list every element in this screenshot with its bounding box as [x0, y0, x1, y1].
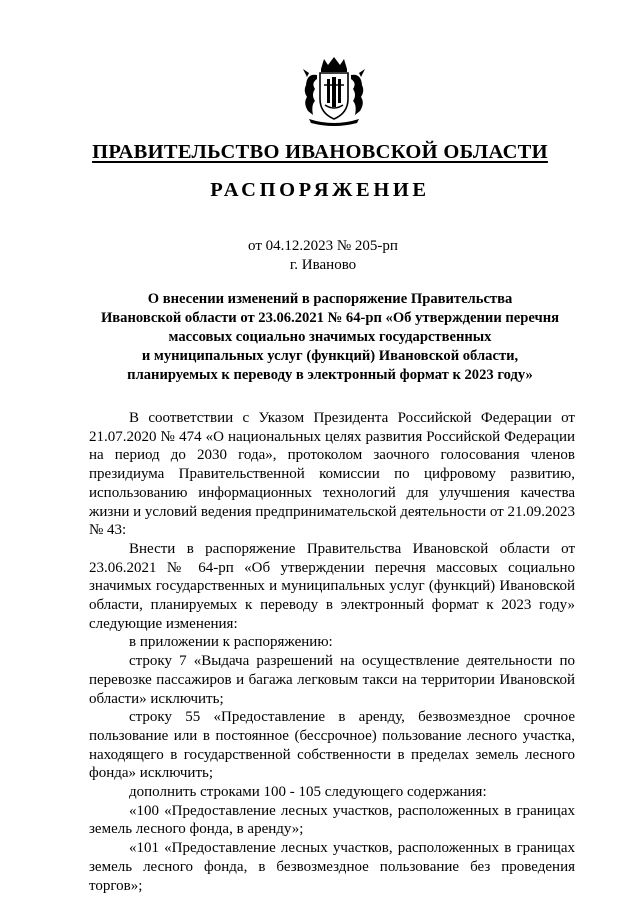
document-body	[89, 409, 575, 895]
document-date-number: от 04.12.2023 № 205-рп	[248, 238, 398, 254]
paragraph-amend: Внести в распоряжение Правительства Ивановской области от 23.06.2021 № 64-рп «Об утверждении перечня массовых социально значимых государственных и муниципальных услуг (функций) Ивановской области, планируемых к переводу в электронный формат к 2023 году» следующие изменения:	[89, 540, 575, 632]
heading-line: О внесении изменений в распоряжение Правительства	[147, 291, 513, 307]
paragraph-row-101: «101 «Предоставление лесных участков, расположенных в границах земель лесного фонда, в безвозмездное пользование без проведения торгов»;	[89, 840, 575, 894]
document-type: РАСПОРЯЖЕНИЕ	[210, 179, 430, 201]
paragraph-row-55: строку 55 «Предоставление в аренду, безвозмездное срочное пользование или в постоянное (бессрочное) пользование лесного участка, находящего в государственной собственности в пределах земель лесного фонда» исключить;	[89, 709, 575, 782]
coat-of-arms-icon	[297, 55, 371, 127]
heading-line: и муниципальных услуг (функций) Ивановской области,	[141, 348, 519, 364]
paragraph-row-7: строку 7 «Выдача разрешений на осуществление деятельности по перевозке пассажиров и багажа легковым такси на территории Ивановской области» исключить;	[89, 653, 575, 707]
heading-line: Ивановской области от 23.06.2021 № 64-рп «Об утверждении перечня	[100, 310, 560, 326]
heading-line: массовых социально значимых государственных	[168, 329, 492, 345]
paragraph-row-100: «100 «Предоставление лесных участков, расположенных в границах земель лесного фонда, в аренду»;	[89, 802, 575, 838]
document-heading	[80, 290, 580, 385]
heading-line: планируемых к переводу в электронный формат к 2023 году»	[127, 367, 533, 383]
paragraph-appendix: в приложении к распоряжению:	[129, 634, 333, 651]
paragraph-preamble: В соответствии с Указом Президента Российской Федерации от 21.07.2020 № 474 «О национальных целях развития Российской Федерации на период до 2030 года», протоколом заочного голосования членов президиума Правительственной комиссии по цифровому развитию, использованию информационных технологий для улучшения качества жизни и условий ведения предпринимательской деятельности от 21.09.2023 № 43:	[89, 410, 575, 539]
government-title: ПРАВИТЕЛЬСТВО ИВАНОВСКОЙ ОБЛАСТИ	[92, 141, 548, 163]
document-city: г. Иваново	[289, 257, 357, 273]
paragraph-add-rows: дополнить строками 100 - 105 следующего содержания:	[129, 784, 487, 801]
